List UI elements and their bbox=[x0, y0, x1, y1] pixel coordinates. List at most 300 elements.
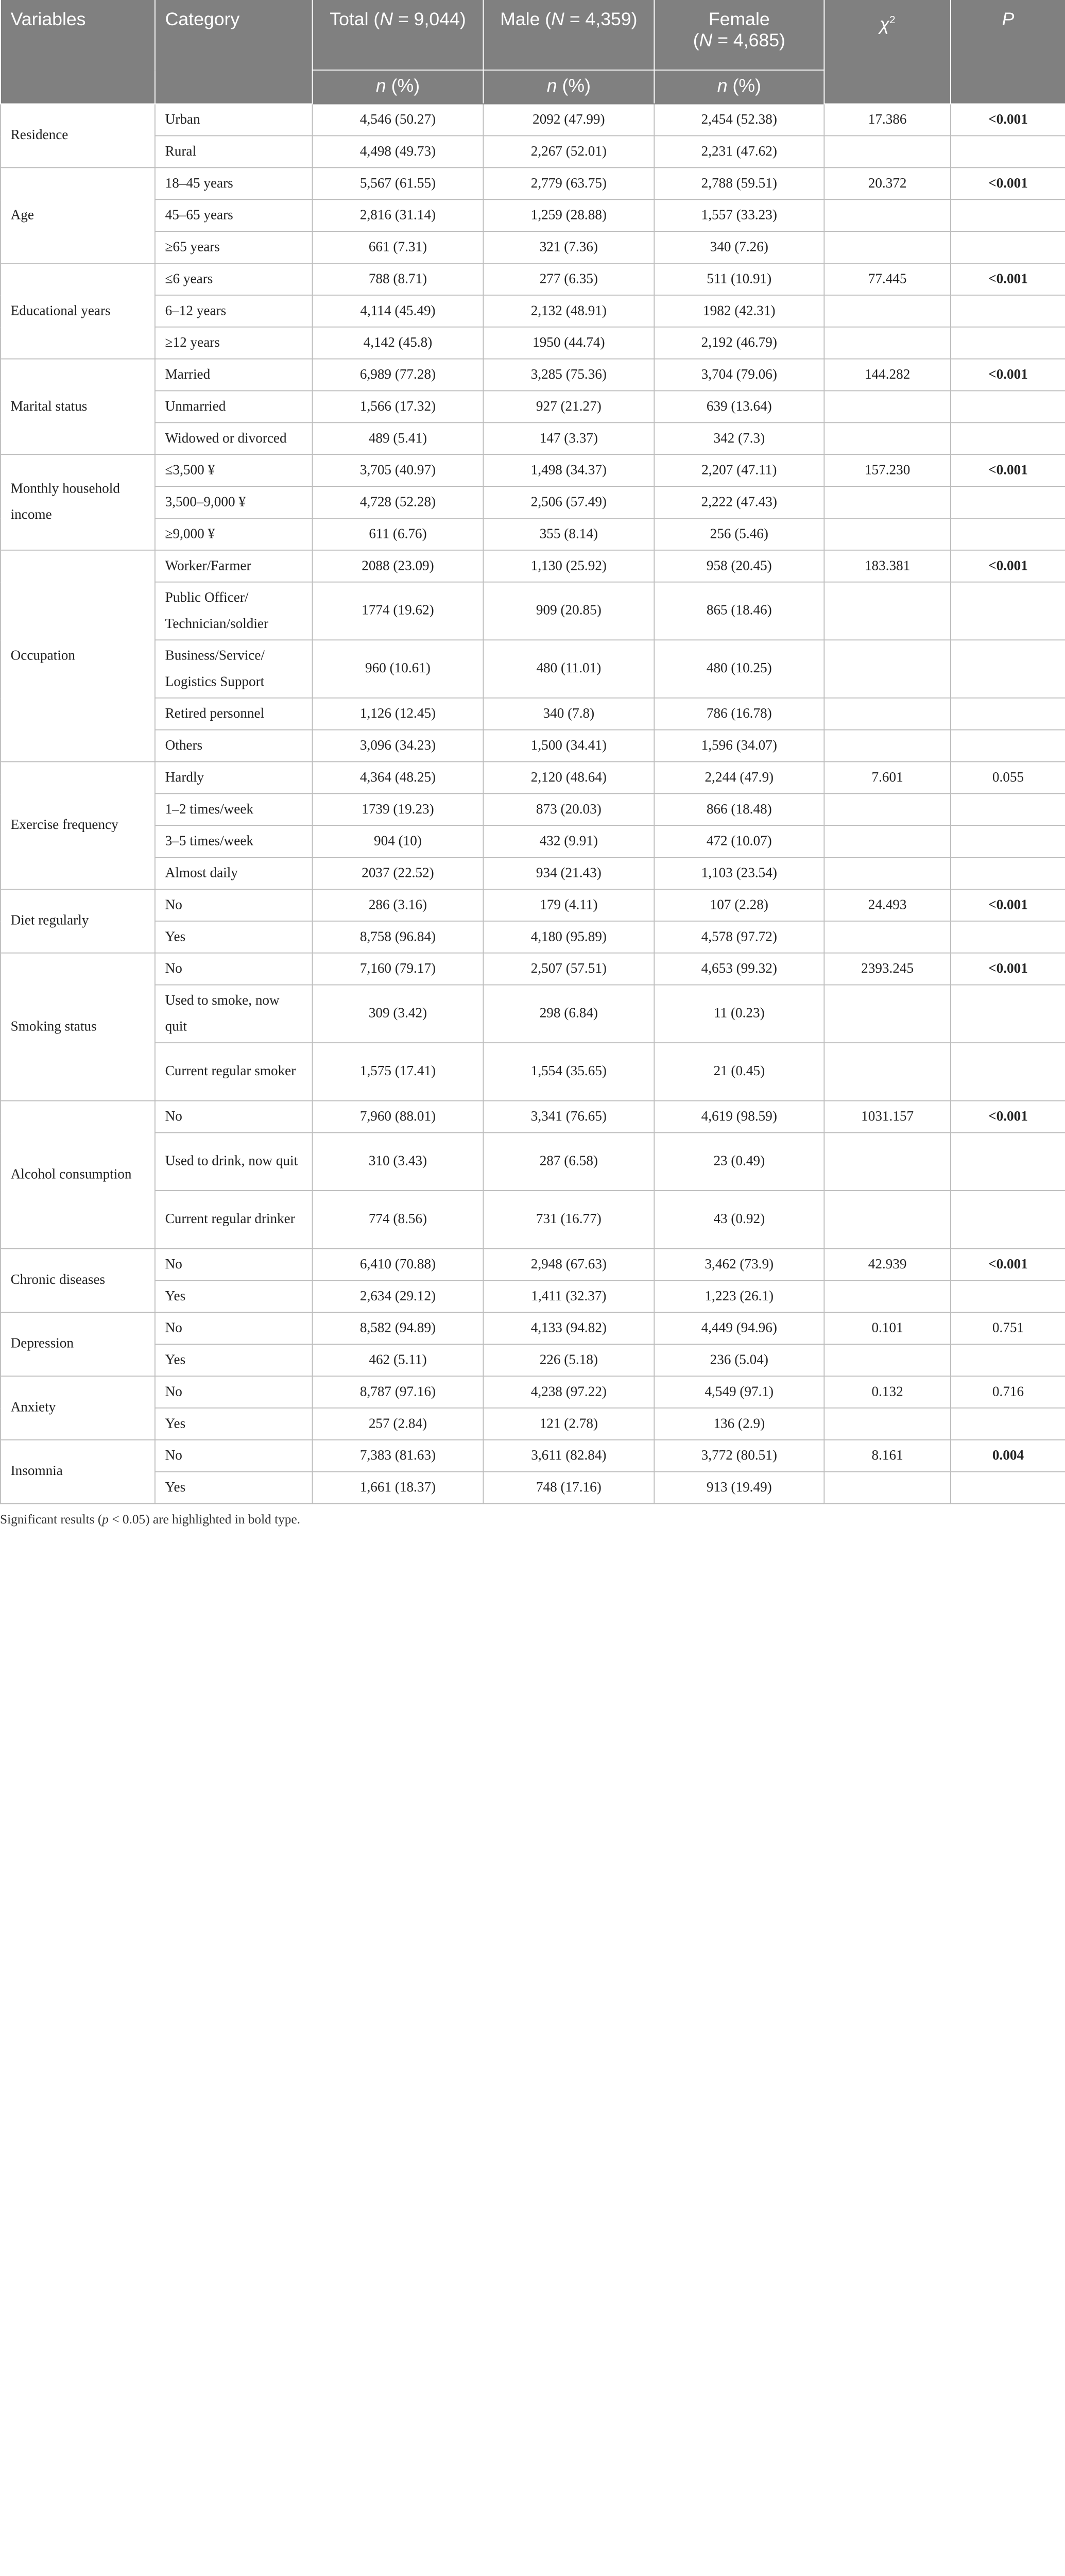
p-value-cell bbox=[951, 1043, 1065, 1101]
p-value-cell bbox=[951, 921, 1065, 953]
variable-cell: Marital status bbox=[1, 359, 155, 455]
variable-cell: Depression bbox=[1, 1312, 155, 1376]
category-cell: Used to smoke, now quit bbox=[155, 985, 313, 1043]
male-cell: 4,180 (95.89) bbox=[483, 921, 654, 953]
female-cell: 2,231 (47.62) bbox=[654, 135, 824, 167]
male-cell: 121 (2.78) bbox=[483, 1408, 654, 1440]
chi-square-cell: 0.101 bbox=[824, 1312, 951, 1344]
female-cell: 786 (16.78) bbox=[654, 698, 824, 730]
total-cell: 6,410 (70.88) bbox=[313, 1248, 484, 1280]
category-cell: Current regular smoker bbox=[155, 1043, 313, 1101]
female-cell: 639 (13.64) bbox=[654, 391, 824, 422]
total-cell: 7,383 (81.63) bbox=[313, 1440, 484, 1472]
category-cell: Public Officer/ Technician/soldier bbox=[155, 582, 313, 640]
chi-square-cell: 157.230 bbox=[824, 454, 951, 486]
category-cell: ≤6 years bbox=[155, 263, 313, 295]
chi-square-cell bbox=[824, 857, 951, 889]
total-cell: 309 (3.42) bbox=[313, 985, 484, 1043]
female-cell: 3,462 (73.9) bbox=[654, 1248, 824, 1280]
chi-square-cell bbox=[824, 1344, 951, 1376]
p-value-cell: 0.716 bbox=[951, 1376, 1065, 1408]
category-cell: Others bbox=[155, 730, 313, 762]
table-footnote: Significant results (p < 0.05) are highlighted in bold type. bbox=[0, 1512, 301, 1527]
male-cell: 1950 (44.74) bbox=[483, 327, 654, 359]
header-male: Male (N = 4,359) bbox=[483, 0, 654, 70]
male-cell: 3,341 (76.65) bbox=[483, 1101, 654, 1133]
header-chi-square: $\chi^2$ bbox=[824, 0, 951, 104]
p-value-cell bbox=[951, 1191, 1065, 1249]
chi-square-cell bbox=[824, 730, 951, 762]
table-row bbox=[1, 104, 1065, 136]
chi-square-cell bbox=[824, 1132, 951, 1191]
chi-square-cell bbox=[824, 518, 951, 550]
chi-square-cell: 20.372 bbox=[824, 167, 951, 199]
variable-cell: Insomnia bbox=[1, 1440, 155, 1504]
category-cell: ≤3,500 ¥ bbox=[155, 454, 313, 486]
chi-square-cell bbox=[824, 698, 951, 730]
category-cell: 3–5 times/week bbox=[155, 825, 313, 857]
male-cell: 298 (6.84) bbox=[483, 985, 654, 1043]
chi-square-cell bbox=[824, 135, 951, 167]
male-cell: 1,411 (32.37) bbox=[483, 1280, 654, 1312]
female-cell: 866 (18.48) bbox=[654, 793, 824, 825]
chi-square-cell: 8.161 bbox=[824, 1440, 951, 1472]
category-cell: Yes bbox=[155, 1472, 313, 1504]
total-cell: 3,096 (34.23) bbox=[313, 730, 484, 762]
chi-square-cell bbox=[824, 327, 951, 359]
table-row bbox=[1, 730, 1065, 762]
total-cell: 462 (5.11) bbox=[313, 1344, 484, 1376]
category-cell: No bbox=[155, 1376, 313, 1408]
chi-square-cell: 17.386 bbox=[824, 104, 951, 136]
p-value-cell bbox=[951, 327, 1065, 359]
p-value-cell bbox=[951, 1280, 1065, 1312]
variable-cell: Educational years bbox=[1, 263, 155, 359]
female-cell: 4,578 (97.72) bbox=[654, 921, 824, 953]
table-row bbox=[1, 1280, 1065, 1312]
female-cell: 913 (19.49) bbox=[654, 1472, 824, 1504]
female-cell: 136 (2.9) bbox=[654, 1408, 824, 1440]
female-cell: 2,454 (52.38) bbox=[654, 104, 824, 136]
p-value-cell bbox=[951, 1472, 1065, 1504]
table-row bbox=[1, 1472, 1065, 1504]
male-cell: 321 (7.36) bbox=[483, 231, 654, 263]
chi-square-cell: 0.132 bbox=[824, 1376, 951, 1408]
category-cell: ≥65 years bbox=[155, 231, 313, 263]
category-cell: No bbox=[155, 953, 313, 985]
male-cell: 1,500 (34.41) bbox=[483, 730, 654, 762]
table-row bbox=[1, 391, 1065, 422]
male-cell: 147 (3.37) bbox=[483, 422, 654, 454]
male-cell: 2,779 (63.75) bbox=[483, 167, 654, 199]
total-cell: 7,160 (79.17) bbox=[313, 953, 484, 985]
p-value-cell: 0.751 bbox=[951, 1312, 1065, 1344]
chi-square-cell bbox=[824, 640, 951, 698]
total-cell: 4,142 (45.8) bbox=[313, 327, 484, 359]
total-cell: 257 (2.84) bbox=[313, 1408, 484, 1440]
female-cell: 43 (0.92) bbox=[654, 1191, 824, 1249]
male-cell: 927 (21.27) bbox=[483, 391, 654, 422]
total-cell: 960 (10.61) bbox=[313, 640, 484, 698]
female-cell: 2,244 (47.9) bbox=[654, 761, 824, 793]
table-row bbox=[1, 1248, 1065, 1280]
total-cell: 8,787 (97.16) bbox=[313, 1376, 484, 1408]
table-row bbox=[1, 422, 1065, 454]
table-row bbox=[1, 889, 1065, 921]
category-cell: Rural bbox=[155, 135, 313, 167]
category-cell: Almost daily bbox=[155, 857, 313, 889]
total-cell: 5,567 (61.55) bbox=[313, 167, 484, 199]
male-cell: 748 (17.16) bbox=[483, 1472, 654, 1504]
male-cell: 432 (9.91) bbox=[483, 825, 654, 857]
variable-cell: Age bbox=[1, 167, 155, 263]
chi-square-cell bbox=[824, 1408, 951, 1440]
female-cell: 2,192 (46.79) bbox=[654, 327, 824, 359]
chi-square-cell: 2393.245 bbox=[824, 953, 951, 985]
header-female: Female (N = 4,685) bbox=[654, 0, 824, 70]
table-row bbox=[1, 1043, 1065, 1101]
male-cell: 1,259 (28.88) bbox=[483, 199, 654, 231]
female-cell: 4,449 (94.96) bbox=[654, 1312, 824, 1344]
total-cell: 1,566 (17.32) bbox=[313, 391, 484, 422]
category-cell: Yes bbox=[155, 921, 313, 953]
table-row bbox=[1, 231, 1065, 263]
male-cell: 909 (20.85) bbox=[483, 582, 654, 640]
total-cell: 8,582 (94.89) bbox=[313, 1312, 484, 1344]
p-value-cell bbox=[951, 698, 1065, 730]
variable-cell: Exercise frequency bbox=[1, 761, 155, 889]
header-total: Total (N = 9,044) bbox=[313, 0, 484, 70]
table-row bbox=[1, 1191, 1065, 1249]
male-cell: 2,120 (48.64) bbox=[483, 761, 654, 793]
subheader-total-n-pct: n (%) bbox=[313, 70, 484, 104]
table-row bbox=[1, 985, 1065, 1043]
chi-square-cell: 42.939 bbox=[824, 1248, 951, 1280]
male-cell: 4,133 (94.82) bbox=[483, 1312, 654, 1344]
subheader-male-n-pct: n (%) bbox=[483, 70, 654, 104]
chi-square-cell bbox=[824, 1472, 951, 1504]
variable-cell: Monthly household income bbox=[1, 454, 155, 550]
table-row bbox=[1, 1376, 1065, 1408]
p-value-cell: <0.001 bbox=[951, 1248, 1065, 1280]
male-cell: 340 (7.8) bbox=[483, 698, 654, 730]
male-cell: 2,506 (57.49) bbox=[483, 486, 654, 518]
male-cell: 731 (16.77) bbox=[483, 1191, 654, 1249]
chi-square-cell: 1031.157 bbox=[824, 1101, 951, 1133]
category-cell: 1–2 times/week bbox=[155, 793, 313, 825]
category-cell: Yes bbox=[155, 1280, 313, 1312]
table-row bbox=[1, 1101, 1065, 1133]
category-cell: Yes bbox=[155, 1408, 313, 1440]
category-cell: Worker/Farmer bbox=[155, 550, 313, 582]
chi-square-cell bbox=[824, 1043, 951, 1101]
p-value-cell bbox=[951, 730, 1065, 762]
table-row bbox=[1, 167, 1065, 199]
female-cell: 958 (20.45) bbox=[654, 550, 824, 582]
chi-square-cell: 7.601 bbox=[824, 761, 951, 793]
female-cell: 236 (5.04) bbox=[654, 1344, 824, 1376]
p-value-cell bbox=[951, 857, 1065, 889]
female-cell: 865 (18.46) bbox=[654, 582, 824, 640]
p-value-cell: 0.055 bbox=[951, 761, 1065, 793]
category-cell: Used to drink, now quit bbox=[155, 1132, 313, 1191]
category-cell: No bbox=[155, 1312, 313, 1344]
female-cell: 472 (10.07) bbox=[654, 825, 824, 857]
p-value-cell bbox=[951, 1344, 1065, 1376]
p-value-cell bbox=[951, 640, 1065, 698]
table-row bbox=[1, 263, 1065, 295]
total-cell: 4,114 (45.49) bbox=[313, 295, 484, 327]
total-cell: 1739 (19.23) bbox=[313, 793, 484, 825]
table-row bbox=[1, 761, 1065, 793]
p-value-cell: <0.001 bbox=[951, 953, 1065, 985]
category-cell: 18–45 years bbox=[155, 167, 313, 199]
category-cell: 45–65 years bbox=[155, 199, 313, 231]
p-value-cell bbox=[951, 582, 1065, 640]
p-value-cell: <0.001 bbox=[951, 359, 1065, 391]
chi-square-cell bbox=[824, 486, 951, 518]
female-cell: 3,772 (80.51) bbox=[654, 1440, 824, 1472]
p-value-cell bbox=[951, 422, 1065, 454]
table-row bbox=[1, 295, 1065, 327]
total-cell: 3,705 (40.97) bbox=[313, 454, 484, 486]
total-cell: 788 (8.71) bbox=[313, 263, 484, 295]
male-cell: 3,285 (75.36) bbox=[483, 359, 654, 391]
category-cell: Hardly bbox=[155, 761, 313, 793]
female-cell: 2,222 (47.43) bbox=[654, 486, 824, 518]
p-value-cell bbox=[951, 486, 1065, 518]
variable-cell: Chronic diseases bbox=[1, 1248, 155, 1312]
table-row bbox=[1, 359, 1065, 391]
table-row bbox=[1, 698, 1065, 730]
variable-cell: Anxiety bbox=[1, 1376, 155, 1440]
male-cell: 2,948 (67.63) bbox=[483, 1248, 654, 1280]
total-cell: 6,989 (77.28) bbox=[313, 359, 484, 391]
category-cell: Retired personnel bbox=[155, 698, 313, 730]
category-cell: 6–12 years bbox=[155, 295, 313, 327]
total-cell: 1,575 (17.41) bbox=[313, 1043, 484, 1101]
male-cell: 1,498 (34.37) bbox=[483, 454, 654, 486]
chi-square-cell: 24.493 bbox=[824, 889, 951, 921]
table-row bbox=[1, 199, 1065, 231]
table-row bbox=[1, 640, 1065, 698]
p-value-cell bbox=[951, 825, 1065, 857]
category-cell: Married bbox=[155, 359, 313, 391]
p-value-cell bbox=[951, 231, 1065, 263]
total-cell: 4,728 (52.28) bbox=[313, 486, 484, 518]
variable-cell: Alcohol consumption bbox=[1, 1101, 155, 1249]
header-category: Category bbox=[155, 0, 313, 104]
variable-cell: Occupation bbox=[1, 550, 155, 762]
female-cell: 4,549 (97.1) bbox=[654, 1376, 824, 1408]
total-cell: 2,816 (31.14) bbox=[313, 199, 484, 231]
table-row bbox=[1, 518, 1065, 550]
total-cell: 4,546 (50.27) bbox=[313, 104, 484, 136]
p-value-cell: <0.001 bbox=[951, 167, 1065, 199]
variable-cell: Residence bbox=[1, 104, 155, 168]
male-cell: 277 (6.35) bbox=[483, 263, 654, 295]
subheader-female-n-pct: n (%) bbox=[654, 70, 824, 104]
female-cell: 480 (10.25) bbox=[654, 640, 824, 698]
table-row bbox=[1, 1440, 1065, 1472]
total-cell: 2037 (22.52) bbox=[313, 857, 484, 889]
total-cell: 489 (5.41) bbox=[313, 422, 484, 454]
chi-square-cell: 183.381 bbox=[824, 550, 951, 582]
category-cell: ≥9,000 ¥ bbox=[155, 518, 313, 550]
chi-square-cell: 77.445 bbox=[824, 263, 951, 295]
chi-square-cell bbox=[824, 199, 951, 231]
chi-square-cell bbox=[824, 985, 951, 1043]
p-value-cell: 0.004 bbox=[951, 1440, 1065, 1472]
table-row bbox=[1, 1344, 1065, 1376]
table-header bbox=[1, 0, 1065, 104]
chi-square-cell bbox=[824, 391, 951, 422]
total-cell: 661 (7.31) bbox=[313, 231, 484, 263]
total-cell: 4,498 (49.73) bbox=[313, 135, 484, 167]
total-cell: 774 (8.56) bbox=[313, 1191, 484, 1249]
female-cell: 256 (5.46) bbox=[654, 518, 824, 550]
male-cell: 873 (20.03) bbox=[483, 793, 654, 825]
female-cell: 11 (0.23) bbox=[654, 985, 824, 1043]
total-cell: 8,758 (96.84) bbox=[313, 921, 484, 953]
category-cell: Current regular drinker bbox=[155, 1191, 313, 1249]
male-cell: 179 (4.11) bbox=[483, 889, 654, 921]
category-cell: No bbox=[155, 1101, 313, 1133]
table-row bbox=[1, 793, 1065, 825]
p-value-cell bbox=[951, 793, 1065, 825]
total-cell: 4,364 (48.25) bbox=[313, 761, 484, 793]
p-value-cell: <0.001 bbox=[951, 454, 1065, 486]
category-cell: Widowed or divorced bbox=[155, 422, 313, 454]
p-value-cell bbox=[951, 518, 1065, 550]
chi-square-cell bbox=[824, 1280, 951, 1312]
table-row bbox=[1, 825, 1065, 857]
female-cell: 3,704 (79.06) bbox=[654, 359, 824, 391]
table-row bbox=[1, 953, 1065, 985]
category-cell: No bbox=[155, 1248, 313, 1280]
category-cell: 3,500–9,000 ¥ bbox=[155, 486, 313, 518]
male-cell: 480 (11.01) bbox=[483, 640, 654, 698]
chi-square-cell bbox=[824, 921, 951, 953]
male-cell: 226 (5.18) bbox=[483, 1344, 654, 1376]
category-cell: No bbox=[155, 889, 313, 921]
chi-square-cell bbox=[824, 793, 951, 825]
table-row bbox=[1, 135, 1065, 167]
p-value-cell bbox=[951, 295, 1065, 327]
category-cell: No bbox=[155, 1440, 313, 1472]
table-row bbox=[1, 454, 1065, 486]
male-cell: 3,611 (82.84) bbox=[483, 1440, 654, 1472]
male-cell: 2,507 (57.51) bbox=[483, 953, 654, 985]
p-value-cell bbox=[951, 391, 1065, 422]
female-cell: 340 (7.26) bbox=[654, 231, 824, 263]
female-cell: 1,596 (34.07) bbox=[654, 730, 824, 762]
female-cell: 342 (7.3) bbox=[654, 422, 824, 454]
table-row bbox=[1, 550, 1065, 582]
table-row bbox=[1, 582, 1065, 640]
p-value-cell: <0.001 bbox=[951, 263, 1065, 295]
total-cell: 310 (3.43) bbox=[313, 1132, 484, 1191]
female-cell: 107 (2.28) bbox=[654, 889, 824, 921]
female-cell: 21 (0.45) bbox=[654, 1043, 824, 1101]
variable-cell: Diet regularly bbox=[1, 889, 155, 953]
total-cell: 286 (3.16) bbox=[313, 889, 484, 921]
p-value-cell bbox=[951, 1132, 1065, 1191]
category-cell: Business/Service/ Logistics Support bbox=[155, 640, 313, 698]
chi-square-cell bbox=[824, 422, 951, 454]
total-cell: 1,126 (12.45) bbox=[313, 698, 484, 730]
male-cell: 355 (8.14) bbox=[483, 518, 654, 550]
female-cell: 4,653 (99.32) bbox=[654, 953, 824, 985]
total-cell: 2088 (23.09) bbox=[313, 550, 484, 582]
male-cell: 2,132 (48.91) bbox=[483, 295, 654, 327]
female-cell: 1,223 (26.1) bbox=[654, 1280, 824, 1312]
chi-square-cell: 144.282 bbox=[824, 359, 951, 391]
table-row bbox=[1, 921, 1065, 953]
chi-square-cell bbox=[824, 1191, 951, 1249]
female-cell: 4,619 (98.59) bbox=[654, 1101, 824, 1133]
p-value-cell: <0.001 bbox=[951, 104, 1065, 136]
female-cell: 1,103 (23.54) bbox=[654, 857, 824, 889]
total-cell: 7,960 (88.01) bbox=[313, 1101, 484, 1133]
p-value-cell bbox=[951, 1408, 1065, 1440]
total-cell: 2,634 (29.12) bbox=[313, 1280, 484, 1312]
category-cell: Unmarried bbox=[155, 391, 313, 422]
p-value-cell bbox=[951, 135, 1065, 167]
chi-square-cell bbox=[824, 295, 951, 327]
total-cell: 1,661 (18.37) bbox=[313, 1472, 484, 1504]
category-cell: Urban bbox=[155, 104, 313, 136]
table-row bbox=[1, 857, 1065, 889]
female-cell: 511 (10.91) bbox=[654, 263, 824, 295]
female-cell: 2,788 (59.51) bbox=[654, 167, 824, 199]
table-row bbox=[1, 486, 1065, 518]
category-cell: ≥12 years bbox=[155, 327, 313, 359]
p-value-cell bbox=[951, 985, 1065, 1043]
p-value-cell bbox=[951, 199, 1065, 231]
total-cell: 904 (10) bbox=[313, 825, 484, 857]
variable-cell: Smoking status bbox=[1, 953, 155, 1101]
male-cell: 4,238 (97.22) bbox=[483, 1376, 654, 1408]
chi-square-cell bbox=[824, 231, 951, 263]
female-cell: 1982 (42.31) bbox=[654, 295, 824, 327]
male-cell: 1,130 (25.92) bbox=[483, 550, 654, 582]
male-cell: 1,554 (35.65) bbox=[483, 1043, 654, 1101]
total-cell: 611 (6.76) bbox=[313, 518, 484, 550]
female-cell: 23 (0.49) bbox=[654, 1132, 824, 1191]
total-cell: 1774 (19.62) bbox=[313, 582, 484, 640]
male-cell: 2,267 (52.01) bbox=[483, 135, 654, 167]
male-cell: 287 (6.58) bbox=[483, 1132, 654, 1191]
chi-square-cell bbox=[824, 582, 951, 640]
female-cell: 2,207 (47.11) bbox=[654, 454, 824, 486]
chi-square-cell bbox=[824, 825, 951, 857]
category-cell: Yes bbox=[155, 1344, 313, 1376]
p-value-cell: <0.001 bbox=[951, 1101, 1065, 1133]
p-value-cell: <0.001 bbox=[951, 550, 1065, 582]
male-cell: 934 (21.43) bbox=[483, 857, 654, 889]
p-value-cell: <0.001 bbox=[951, 889, 1065, 921]
header-variables: Variables bbox=[1, 0, 155, 104]
table-row bbox=[1, 1132, 1065, 1191]
table-row bbox=[1, 327, 1065, 359]
header-p-value: P bbox=[951, 0, 1065, 104]
table-row bbox=[1, 1408, 1065, 1440]
table-body bbox=[1, 104, 1065, 1504]
male-cell: 2092 (47.99) bbox=[483, 104, 654, 136]
female-cell: 1,557 (33.23) bbox=[654, 199, 824, 231]
table-row bbox=[1, 1312, 1065, 1344]
